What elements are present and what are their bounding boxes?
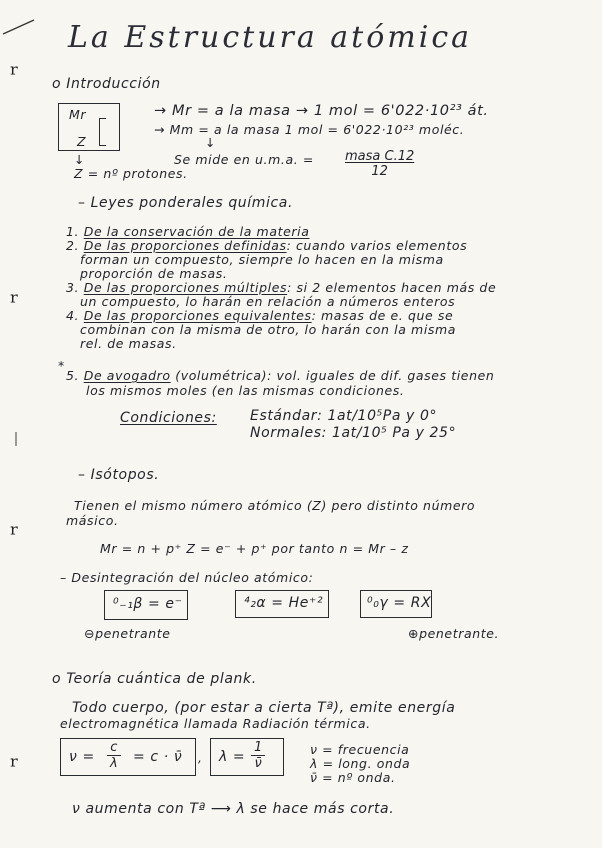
ley-text: rel. de masas. (80, 336, 177, 351)
ley-text: : masas de e. que se (311, 308, 454, 323)
isotopos-formula: Mr = n + p⁺ Z = e⁻ + p⁺ por tanto n = Mr – z (100, 541, 409, 556)
corner-pencil-mark (0, 14, 40, 38)
frequency-fraction (107, 740, 121, 771)
wavelength-fraction (251, 740, 265, 771)
down-arrow: ↓ (205, 135, 217, 150)
formula-separator: , (198, 750, 203, 765)
ley-line (66, 280, 496, 295)
alpha-decay-formula: ⁴₂α = He⁺² (244, 595, 324, 611)
avogadro-text: (volumétrica): vol. iguales de dif. gases tienen (170, 368, 495, 383)
def-longitud-onda: λ = long. onda (310, 756, 411, 771)
condiciones-estandar: Estándar: 1at/10⁵Pa y 0° (250, 408, 438, 424)
frequency-formula-lhs: ν = (69, 749, 95, 765)
mm-definition: → Mm = a la masa 1 mol = 6'022·10²³ moléc. (154, 122, 465, 137)
mr-definition: → Mr = a la masa → 1 mol = 6'022·10²³ át. (154, 103, 489, 119)
ley-title: De la conservación de la materia (83, 224, 310, 239)
ley-title: De las proporciones equivalentes (83, 308, 312, 323)
ley-line (80, 266, 227, 281)
avogadro-star: * (58, 358, 65, 373)
def-numero-onda: ν̄ = nº onda. (310, 770, 396, 785)
isotopos-heading: – Isótopos. (78, 467, 160, 483)
frequency-fraction-numerator: c (107, 740, 121, 756)
planck-heading: o Teoría cuántica de plank. (52, 671, 257, 687)
avogadro-line (66, 368, 494, 383)
beta-decay-box (104, 590, 188, 620)
z-arrow: ↓ (74, 152, 86, 167)
ley-number: 2. (66, 238, 80, 253)
ley-line (66, 224, 309, 239)
binder-hole-mark-1: ʳ (10, 60, 20, 90)
binder-hole-mark-3: ʳ (10, 520, 20, 550)
ley-number: 3. (66, 280, 80, 295)
ley-line (80, 336, 177, 351)
wavelength-formula-lhs: λ = (219, 749, 246, 765)
ley-title: De las proporciones múltiples (83, 280, 288, 295)
frequency-fraction-denominator: λ (110, 756, 118, 771)
condiciones-normales: Normales: 1at/10⁵ Pa y 25° (250, 425, 457, 441)
isotopos-line-2: másico. (66, 513, 119, 528)
ley-number: 4. (66, 308, 80, 323)
ley-title: De las proporciones definidas (83, 238, 287, 253)
wavelength-formula-box (210, 738, 284, 776)
beta-decay-formula: ⁰₋₁β = e⁻ (113, 596, 183, 612)
box-z-label: Z (77, 134, 87, 149)
wavelength-fraction-denominator: ν̄ (254, 756, 262, 771)
planck-line-1: Todo cuerpo, (por estar a cierta Tª), emite energía (72, 700, 456, 716)
ley-line (66, 238, 467, 253)
isotopos-line-1: Tienen el mismo número atómico (Z) pero distinto número (74, 498, 476, 513)
gamma-penetration-note: ⊕penetrante. (408, 626, 500, 641)
ley-text: : si 2 elementos hacen más de (287, 280, 497, 295)
def-frecuencia: ν = frecuencia (310, 742, 410, 757)
uma-fraction-denominator: 12 (371, 164, 388, 179)
box-mr-label: Mr (69, 107, 87, 122)
ley-text: proporción de masas. (80, 266, 228, 281)
planck-conclusion: ν aumenta con Tª ⟶ λ se hace más corta. (72, 801, 395, 817)
condiciones-label: Condiciones: (120, 410, 217, 426)
ley-text: : cuando varios elementos (286, 238, 468, 253)
ley-line (80, 322, 456, 337)
page-title: La Estructura atómica (68, 20, 473, 55)
z-definition: Z = nº protones. (74, 166, 188, 181)
ley-text: un compuesto, lo harán en relación a números enteros (80, 294, 456, 309)
ley-line (80, 294, 455, 309)
avogadro-title: De avogadro (83, 368, 171, 383)
gamma-decay-box (360, 590, 432, 618)
box-bracket (99, 118, 106, 146)
ley-number: 1. (66, 224, 80, 239)
uma-fraction-numerator: masa C.12 (345, 149, 415, 164)
leyes-heading: – Leyes ponderales química. (78, 195, 294, 211)
desintegracion-heading: – Desintegración del núcleo atómico: (60, 570, 314, 585)
ley-line (66, 308, 453, 323)
margin-tick (15, 432, 25, 446)
binder-hole-mark-4: ʳ (10, 752, 20, 782)
avogadro-line-2: los mismos moles (en las mismas condiciones. (86, 383, 405, 398)
binder-hole-mark-2: ʳ (10, 288, 20, 318)
section-heading-introduccion: o Introducción (52, 76, 161, 92)
uma-fraction (342, 149, 417, 179)
uma-definition: Se mide en u.m.a. = (174, 152, 314, 167)
beta-penetration-note: ⊖penetrante (84, 626, 171, 641)
gamma-decay-formula: ⁰₀γ = RX (367, 595, 432, 611)
frequency-formula-rhs: = c · ν̄ (133, 749, 183, 765)
planck-line-2: electromagnética llamada Radiación térmica. (60, 716, 371, 731)
ley-line (80, 252, 444, 267)
ley-text: forman un compuesto, siempre lo hacen en la misma (80, 252, 444, 267)
mr-z-box (58, 103, 120, 151)
ley-text: combinan con la misma de otro, lo harán con la misma (80, 322, 457, 337)
frequency-formula-box (60, 738, 196, 776)
wavelength-fraction-numerator: 1 (251, 740, 265, 756)
alpha-decay-box (235, 590, 329, 618)
ley-number: 5. (66, 368, 80, 383)
